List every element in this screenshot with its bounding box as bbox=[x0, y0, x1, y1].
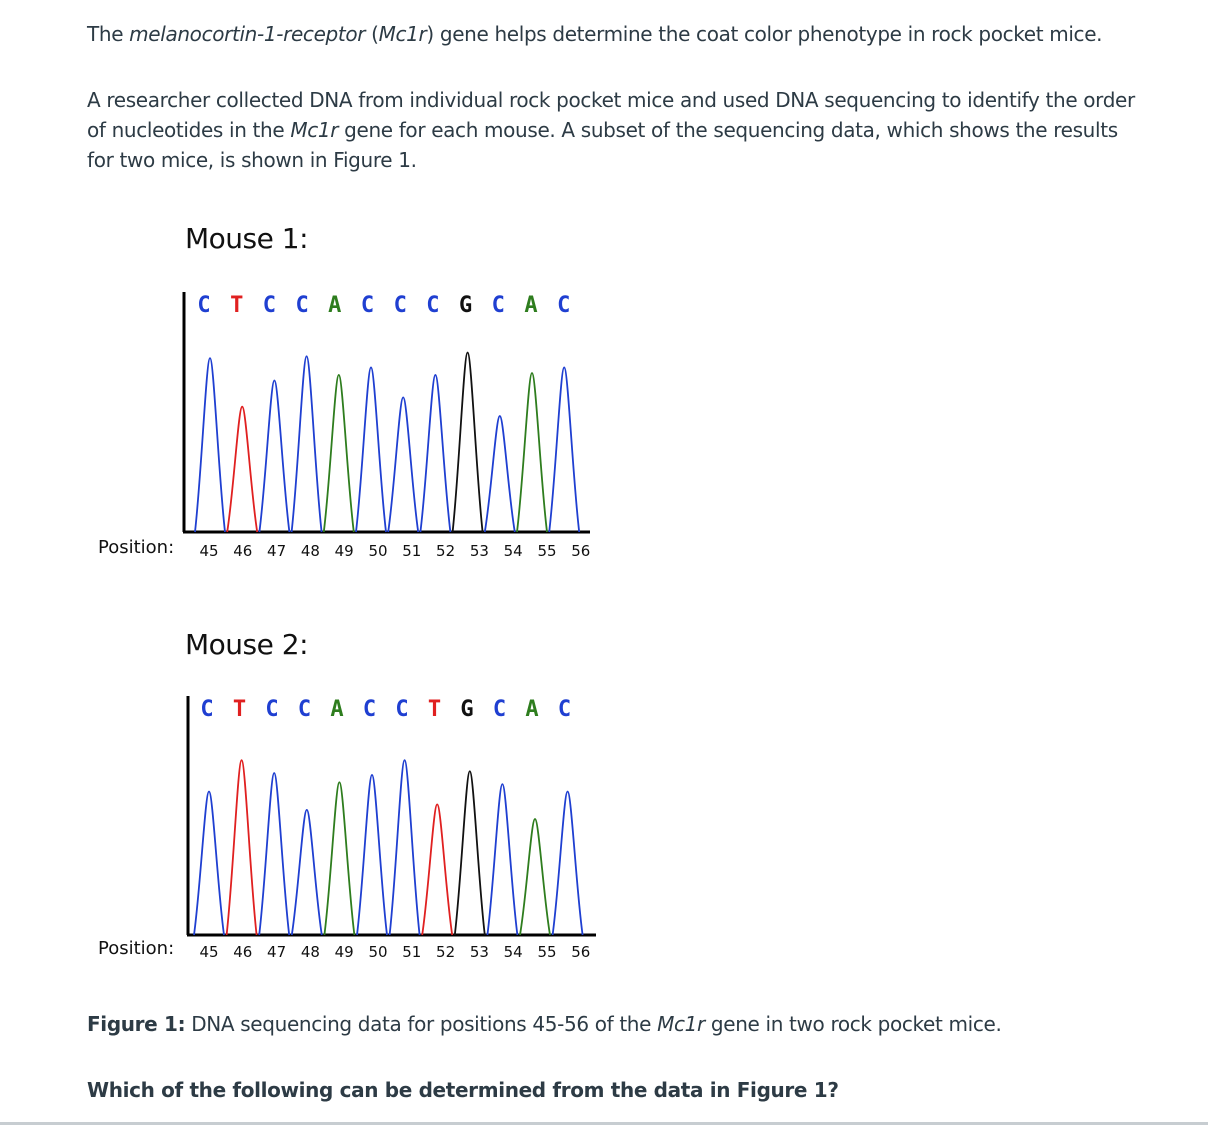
peak-c bbox=[549, 367, 579, 532]
mouse-1-chromatogram bbox=[0, 285, 620, 575]
base-letter: C bbox=[197, 293, 211, 318]
position-number: 46 bbox=[233, 542, 253, 560]
peak-c bbox=[194, 791, 224, 935]
base-letter: C bbox=[297, 697, 312, 722]
position-number: 51 bbox=[402, 542, 422, 560]
base-letter: C bbox=[265, 697, 279, 722]
base-letter: A bbox=[330, 697, 344, 722]
mouse-1-title: Mouse 1: bbox=[185, 222, 308, 255]
position-number: 52 bbox=[436, 943, 456, 961]
question-text: Which of the following can be determined from the data in Figure 1? bbox=[87, 1078, 839, 1102]
mouse-2-chromatogram bbox=[0, 689, 620, 979]
position-number: 51 bbox=[402, 943, 422, 961]
base-letter: G bbox=[458, 293, 473, 318]
position-number: 54 bbox=[503, 943, 523, 961]
mouse-1-chromatogram-svg bbox=[0, 285, 620, 575]
peak-a bbox=[517, 373, 547, 532]
p2-text-a: A researcher collected DNA from individual rock pocket mice and used DNA sequencing to identify the order of nucleotides in the bbox=[87, 88, 1135, 142]
mouse-2-position-label: Position: bbox=[98, 938, 175, 959]
intro-paragraph-2 bbox=[87, 85, 1137, 175]
p2-gene-abbr: Mc1r bbox=[290, 118, 339, 142]
p1-text-c: ) gene helps determine the coat color phenotype in rock pocket mice. bbox=[426, 22, 1103, 46]
peak-a bbox=[324, 782, 354, 935]
position-number: 49 bbox=[334, 542, 354, 560]
base-letter: C bbox=[426, 293, 440, 318]
position-number: 55 bbox=[537, 943, 557, 961]
p1-gene-name: melanocortin-1-receptor bbox=[129, 22, 366, 46]
position-number: 48 bbox=[300, 943, 320, 961]
peak-t bbox=[422, 804, 452, 935]
position-number: 50 bbox=[368, 943, 388, 961]
base-letter: C bbox=[393, 293, 407, 318]
peak-a bbox=[324, 375, 354, 532]
bottom-divider bbox=[0, 1122, 1208, 1125]
peak-t bbox=[227, 407, 257, 532]
peak-c bbox=[292, 356, 322, 532]
peak-c bbox=[420, 375, 450, 532]
caption-text-a: DNA sequencing data for positions 45-56 of the bbox=[185, 1012, 658, 1036]
figure-caption bbox=[87, 1009, 1137, 1039]
peak-g bbox=[455, 771, 485, 935]
position-number: 47 bbox=[267, 943, 287, 961]
base-letter: C bbox=[200, 697, 214, 722]
position-number: 56 bbox=[571, 542, 591, 560]
peak-g bbox=[453, 352, 483, 532]
base-letter: C bbox=[557, 293, 571, 318]
position-number: 53 bbox=[469, 542, 489, 560]
caption-label: Figure 1: bbox=[87, 1012, 186, 1036]
position-number: 52 bbox=[436, 542, 456, 560]
peak-c bbox=[388, 397, 418, 532]
base-letter: C bbox=[492, 697, 507, 722]
base-letter: C bbox=[362, 697, 377, 722]
peak-c bbox=[485, 416, 515, 532]
peak-c bbox=[259, 773, 289, 935]
peak-c bbox=[292, 810, 322, 935]
position-number: 48 bbox=[300, 542, 320, 560]
peak-c bbox=[553, 791, 583, 935]
position-number: 53 bbox=[469, 943, 489, 961]
position-number: 49 bbox=[334, 943, 354, 961]
peak-c bbox=[195, 358, 225, 532]
peak-c bbox=[487, 784, 517, 935]
caption-gene-abbr: Mc1r bbox=[657, 1012, 705, 1036]
position-number: 50 bbox=[368, 542, 388, 560]
base-letter: A bbox=[524, 293, 538, 318]
mouse-2-chromatogram-svg bbox=[0, 689, 620, 979]
intro-paragraph-1 bbox=[87, 19, 1137, 49]
p1-text-b: ( bbox=[365, 22, 379, 46]
base-letter: A bbox=[525, 697, 539, 722]
base-letter: C bbox=[395, 697, 409, 722]
mouse-2-title: Mouse 2: bbox=[185, 628, 308, 661]
mouse-1-position-label: Position: bbox=[98, 537, 175, 558]
peak-c bbox=[356, 367, 386, 532]
position-number: 46 bbox=[233, 943, 253, 961]
base-letter: C bbox=[360, 293, 375, 318]
base-letter: C bbox=[262, 293, 277, 318]
base-letter: G bbox=[460, 697, 474, 722]
position-number: 54 bbox=[503, 542, 523, 560]
p1-gene-abbr: Mc1r bbox=[378, 22, 427, 46]
base-letter: T bbox=[232, 697, 247, 722]
position-number: 45 bbox=[199, 542, 219, 560]
base-letter: T bbox=[230, 293, 244, 318]
position-number: 45 bbox=[199, 943, 219, 961]
position-number: 55 bbox=[537, 542, 557, 560]
base-letter: C bbox=[295, 293, 309, 318]
position-number: 47 bbox=[267, 542, 287, 560]
p1-text-a: The bbox=[87, 22, 130, 46]
peak-c bbox=[390, 760, 420, 935]
base-letter: C bbox=[557, 697, 572, 722]
p2-text-b: gene for each mouse. A subset of the sequencing data, which shows the results for two mice, is shown in Figure 1. bbox=[87, 118, 1118, 172]
peak-c bbox=[357, 775, 387, 935]
base-letter: T bbox=[427, 697, 442, 722]
peak-a bbox=[520, 819, 550, 935]
peak-c bbox=[259, 381, 289, 532]
caption-text-b: gene in two rock pocket mice. bbox=[704, 1012, 1002, 1036]
base-letter: C bbox=[491, 293, 505, 318]
base-letter: A bbox=[328, 293, 342, 318]
position-number: 56 bbox=[571, 943, 591, 961]
peak-t bbox=[227, 760, 257, 935]
